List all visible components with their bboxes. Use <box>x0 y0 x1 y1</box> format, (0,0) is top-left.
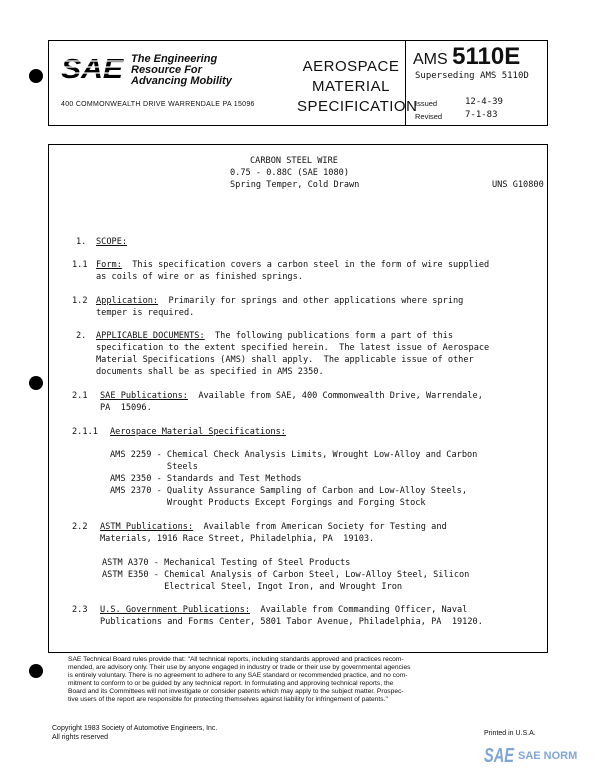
section-2-3-number: 2.3 <box>72 605 88 615</box>
date-labels: Issued Revised <box>415 99 443 121</box>
section-1-2-line: Application: Primarily for springs and other applications where spring <box>96 296 464 306</box>
section-1-2-cont: temper is required. <box>96 308 195 318</box>
sae-disclaimer: SAE Technical Board rules provide that: "All technical reports, including standards approved and practices recom- mended, are advisory only. Their use by anyone engaged in industry or trade or their use by governmental agencies is entirely voluntary. There is no agreement to adhere to any SAE standard or recommended practice, and no com- mitment to conform to or be guided by any technical report. In formulating and approving technical reports, the Board and its Committees will not investigate or consider patents which may apply to the subject matter. Prospec- tive users of the report are responsible for protecting themselves against liability for infringement of patents." <box>68 656 411 703</box>
section-2-line-4: documents shall be as specified in AMS 2350. <box>96 367 324 377</box>
section-2-3-cont: Publications and Forms Center, 5801 Tabor Avenue, Philadelphia, PA 19120. <box>100 617 483 627</box>
sae-logo <box>59 51 125 85</box>
sae-tagline: The Engineering Resource For Advancing Mobility <box>131 53 232 87</box>
material-condition: Spring Temper, Cold Drawn <box>230 180 360 190</box>
spec-header <box>48 40 548 126</box>
section-2-number: 2. <box>76 331 87 341</box>
superseding-note: Superseding AMS 5110D <box>415 71 529 81</box>
section-2-1-number: 2.1 <box>72 391 88 401</box>
astm-ref-line-3: Electrical Steel, Ingot Iron, and Wrought Iron <box>102 582 403 592</box>
section-1-1-cont: as coils of wire or as finished springs. <box>96 272 303 282</box>
ams-ref-line-1: AMS 2259 - Chemical Check Analysis Limits, Wrought Low-Alloy and Carbon <box>110 450 478 460</box>
punch-hole-bottom <box>29 664 43 678</box>
punch-hole-top <box>29 69 43 83</box>
svg-text:SAE: SAE <box>61 53 125 84</box>
section-2-line-2: specification to the extent specified herein. The latest issue of Aerospace <box>96 343 490 353</box>
copyright-notice: Copyright 1983 Society of Automotive Engineers, Inc. All rights reserved <box>52 725 218 741</box>
ams-ref-line-4: AMS 2370 - Quality Assurance Sampling of Carbon and Low-Alloy Steels, <box>110 486 467 496</box>
section-2-2-line: ASTM Publications: Available from American Society for Testing and <box>100 522 447 532</box>
uns-number: UNS G10800 <box>492 180 544 190</box>
ams-ref-line-3: AMS 2350 - Standards and Test Methods <box>110 474 302 484</box>
section-2-2-cont: Materials, 1916 Race Street, Philadelphia, PA 19103. <box>100 534 375 544</box>
section-1-1-number: 1.1 <box>72 260 88 270</box>
printed-in: Printed in U.S.A. <box>484 730 536 737</box>
ams-number: AMS 5110E <box>413 43 521 70</box>
section-1-2-number: 1.2 <box>72 296 88 306</box>
section-2-1-1-heading: Aerospace Material Specifications: <box>110 427 286 437</box>
svg-text:SAE NORM: SAE NORM <box>518 750 578 762</box>
date-values: 12-4-39 7-1-83 <box>465 97 503 120</box>
section-2-1-1-number: 2.1.1 <box>72 427 98 437</box>
ams-ref-line-2: Steels <box>110 462 198 472</box>
section-2-2-number: 2.2 <box>72 522 88 532</box>
sae-norm-watermark <box>484 742 596 770</box>
section-2-line-3: Material Specifications (AMS) shall apply. The applicable issue of other <box>96 355 474 365</box>
section-2-1-line: SAE Publications: Available from SAE, 400 Commonwealth Drive, Warrendale, <box>100 391 483 401</box>
section-2-3-line: U.S. Government Publications: Available from Commanding Officer, Naval <box>100 605 468 615</box>
material-title: CARBON STEEL WIRE <box>250 156 338 166</box>
svg-text:SAE: SAE <box>484 745 515 767</box>
astm-ref-line-2: ASTM E350 - Chemical Analysis of Carbon Steel, Low-Alloy Steel, Silicon <box>102 570 470 580</box>
punch-hole-middle <box>29 376 43 390</box>
section-1-1-line: Form: This specification covers a carbon steel in the form of wire supplied <box>96 260 490 270</box>
sae-address: 400 COMMONWEALTH DRIVE WARRENDALE PA 15096 <box>61 101 255 108</box>
section-2-line: APPLICABLE DOCUMENTS: The following publications form a part of this <box>96 331 454 341</box>
ams-ref-line-5: Wrought Products Except Forgings and Forging Stock <box>110 498 426 508</box>
astm-ref-line-1: ASTM A370 - Mechanical Testing of Steel Products <box>102 558 351 568</box>
section-1-number: 1. <box>76 237 87 247</box>
section-1-heading: SCOPE: <box>96 237 128 247</box>
document-type: AEROSPACE MATERIAL SPECIFICATION <box>297 58 418 115</box>
material-composition: 0.75 - 0.88C (SAE 1080) <box>230 168 349 178</box>
section-2-1-cont: PA 15096. <box>100 403 152 413</box>
